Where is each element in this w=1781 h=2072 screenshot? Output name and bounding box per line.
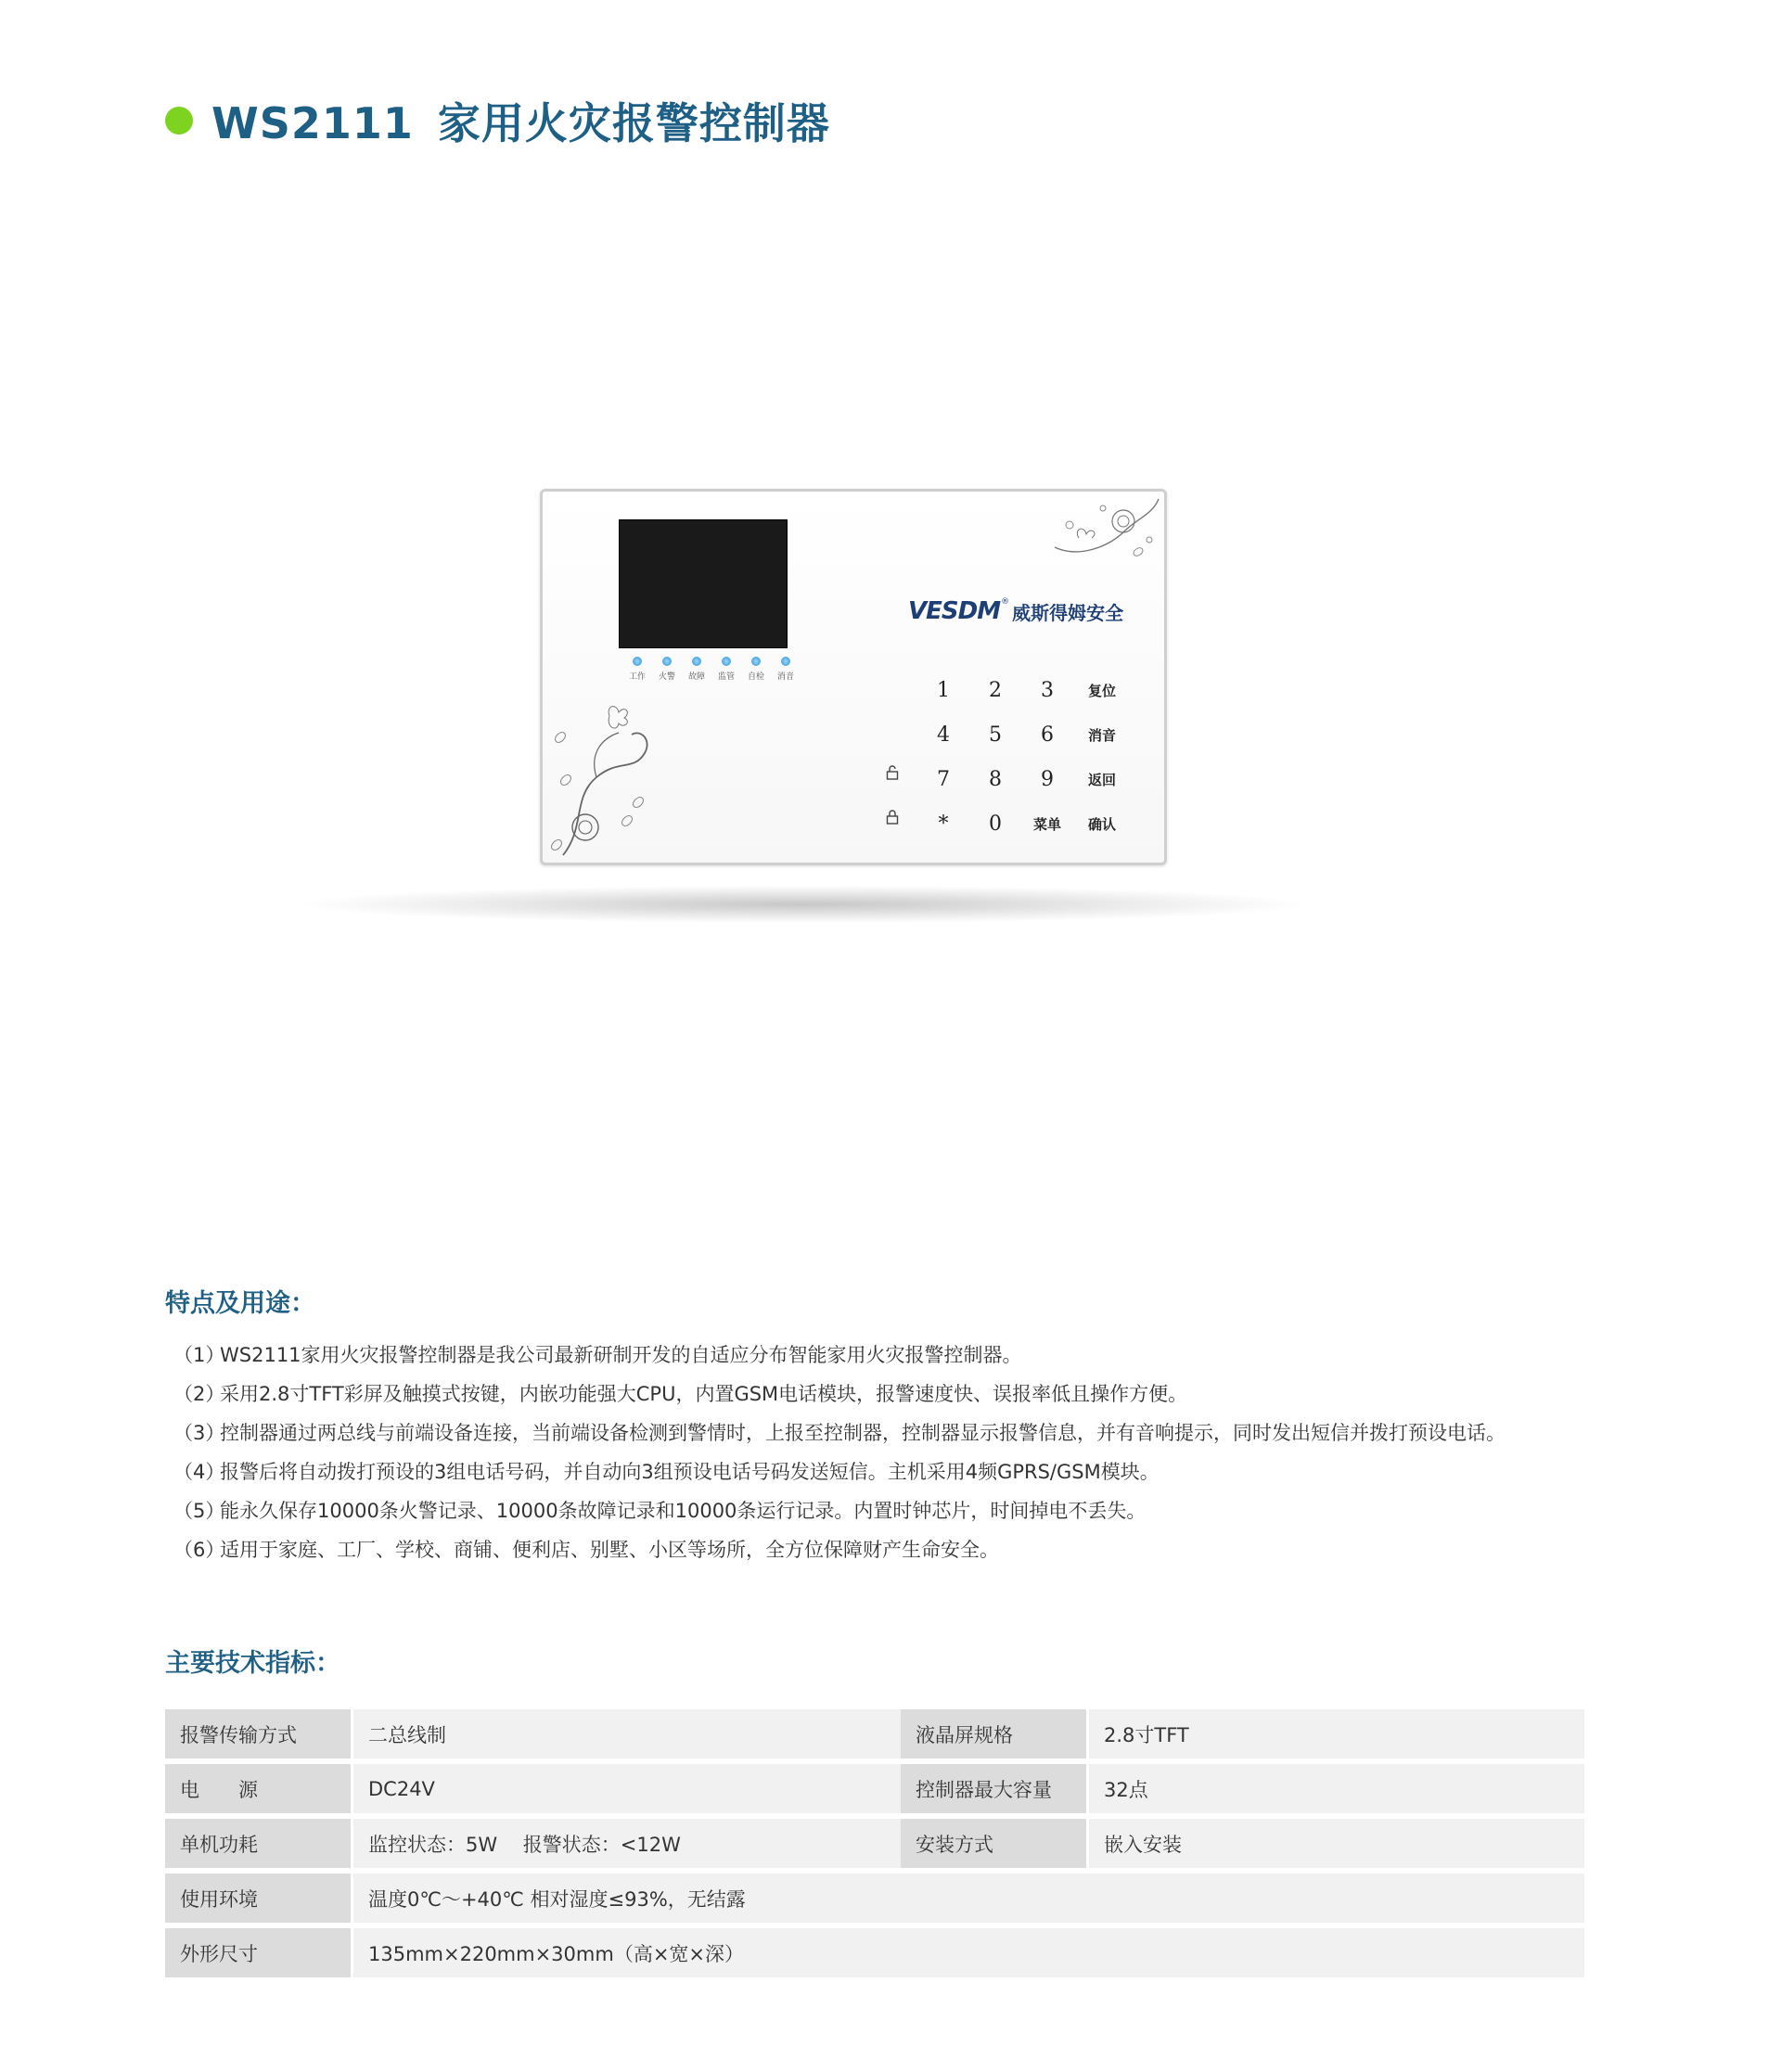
title-bullet-dot — [165, 107, 193, 134]
item-text: 能永久保存10000条火警记录、10000条故障记录和10000条运行记录。内置时钟芯片，时间掉电不丢失。 — [220, 1500, 1147, 1522]
key-silence: 消音 — [1087, 726, 1116, 744]
brand-logo-text: VESDM — [908, 597, 1001, 625]
indicator-label: 自检 — [747, 672, 764, 682]
brand-name: 威斯得姆安全 — [1012, 601, 1124, 624]
floral-ornament-top-right — [1051, 493, 1162, 568]
key-reset: 复位 — [1087, 682, 1116, 699]
spec-label: 控制器最大容量 — [901, 1764, 1086, 1813]
spec-value: 温度0℃～+40℃ 相对湿度≤93%，无结露 — [351, 1874, 1584, 1923]
key-7: 7 — [937, 767, 950, 791]
unlock-icon — [886, 765, 899, 780]
indicator-label: 监管 — [717, 672, 735, 682]
item-text: 采用2.8寸TFT彩屏及触摸式按键，内嵌功能强大CPU，内置GSM电话模块，报警速度快、误报率低且操作方便。 — [220, 1383, 1188, 1405]
features-heading: 特点及用途： — [165, 1289, 315, 1318]
key-5: 5 — [989, 723, 1002, 747]
item-number: （6） — [173, 1539, 225, 1561]
indicator-light — [781, 657, 790, 666]
spec-value: 监控状态：5W 报警状态：<12W — [351, 1819, 901, 1868]
table-row — [165, 1764, 1584, 1813]
spec-label: 报警传输方式 — [165, 1709, 351, 1759]
spec-label: 电 源 — [165, 1764, 351, 1813]
spec-value: 32点 — [1086, 1764, 1584, 1813]
indicator-label: 故障 — [687, 672, 705, 682]
item-number: （3） — [173, 1422, 225, 1444]
indicator-label: 消音 — [776, 672, 794, 682]
product-shadow — [306, 886, 1299, 923]
table-row — [165, 1709, 1584, 1759]
features-list — [173, 1336, 1583, 1569]
status-indicator — [741, 657, 771, 682]
status-indicator — [711, 657, 741, 682]
status-indicator — [652, 657, 682, 682]
spec-label: 单机功耗 — [165, 1819, 351, 1868]
list-item — [173, 1375, 1583, 1413]
key-0: 0 — [989, 812, 1002, 836]
status-indicator-row — [622, 657, 801, 682]
key-4: 4 — [937, 723, 950, 747]
item-text: WS2111家用火灾报警控制器是我公司最新研制开发的自适应分布智能家用火灾报警控制器。 — [220, 1344, 1022, 1366]
status-indicator — [771, 657, 801, 682]
item-text: 适用于家庭、工厂、学校、商铺、便利店、别墅、小区等场所，全方位保障财产生命安全。 — [220, 1539, 999, 1561]
key-star: * — [938, 812, 949, 836]
key-3: 3 — [1041, 678, 1054, 702]
specs-heading: 主要技术指标： — [165, 1649, 340, 1678]
item-text: 控制器通过两总线与前端设备连接，当前端设备检测到警情时，上报至控制器，控制器显示报警信息，并有音响提示，同时发出短信并拨打预设电话。 — [220, 1422, 1506, 1444]
spec-value: 135mm×220mm×30mm（高×宽×深） — [351, 1928, 1584, 1977]
page-title — [165, 93, 830, 148]
spec-value: 二总线制 — [351, 1709, 901, 1759]
product-image — [540, 489, 1167, 865]
list-item — [173, 1491, 1583, 1530]
item-number: （4） — [173, 1461, 225, 1483]
item-number: （1） — [173, 1344, 225, 1366]
registered-mark: ® — [1001, 597, 1010, 607]
list-item — [173, 1413, 1583, 1452]
key-1: 1 — [937, 678, 950, 702]
spec-value: 2.8寸TFT — [1086, 1709, 1584, 1759]
table-row — [165, 1819, 1584, 1868]
indicator-light — [692, 657, 701, 666]
spec-value: DC24V — [351, 1764, 901, 1813]
item-number: （2） — [173, 1383, 225, 1405]
key-9: 9 — [1041, 767, 1054, 791]
specs-table — [165, 1704, 1584, 1983]
spec-label: 外形尺寸 — [165, 1928, 351, 1977]
keypad — [917, 668, 1131, 846]
key-confirm: 确认 — [1087, 815, 1116, 833]
key-back: 返回 — [1087, 771, 1116, 788]
lock-icon — [886, 810, 899, 825]
product-name: 家用火灾报警控制器 — [437, 98, 830, 148]
indicator-label: 工作 — [628, 672, 646, 682]
key-6: 6 — [1041, 723, 1054, 747]
table-row — [165, 1928, 1584, 1977]
key-menu: 菜单 — [1032, 815, 1061, 833]
product-model: WS2111 — [211, 98, 414, 148]
spec-value: 嵌入安装 — [1086, 1819, 1584, 1868]
indicator-light — [662, 657, 672, 666]
list-item — [173, 1336, 1583, 1375]
status-indicator — [622, 657, 652, 682]
brand-logo — [908, 597, 1123, 625]
indicator-label: 火警 — [658, 672, 675, 682]
table-row — [165, 1874, 1584, 1923]
lcd-screen — [619, 519, 788, 648]
item-text: 报警后将自动拨打预设的3组电话号码，并自动向3组预设电话号码发送短信。主机采用4频GPRS/GSM模块。 — [220, 1461, 1160, 1483]
status-indicator — [682, 657, 711, 682]
spec-label: 液晶屏规格 — [901, 1709, 1086, 1759]
key-8: 8 — [989, 767, 1002, 791]
list-item — [173, 1530, 1583, 1569]
indicator-light — [751, 657, 761, 666]
list-item — [173, 1452, 1583, 1491]
spec-label: 安装方式 — [901, 1819, 1086, 1868]
key-2: 2 — [989, 678, 1002, 702]
title-text — [211, 90, 830, 151]
item-number: （5） — [173, 1500, 225, 1522]
indicator-light — [633, 657, 642, 666]
indicator-light — [722, 657, 731, 666]
floral-ornament-bottom-left — [545, 688, 665, 863]
spec-label: 使用环境 — [165, 1874, 351, 1923]
